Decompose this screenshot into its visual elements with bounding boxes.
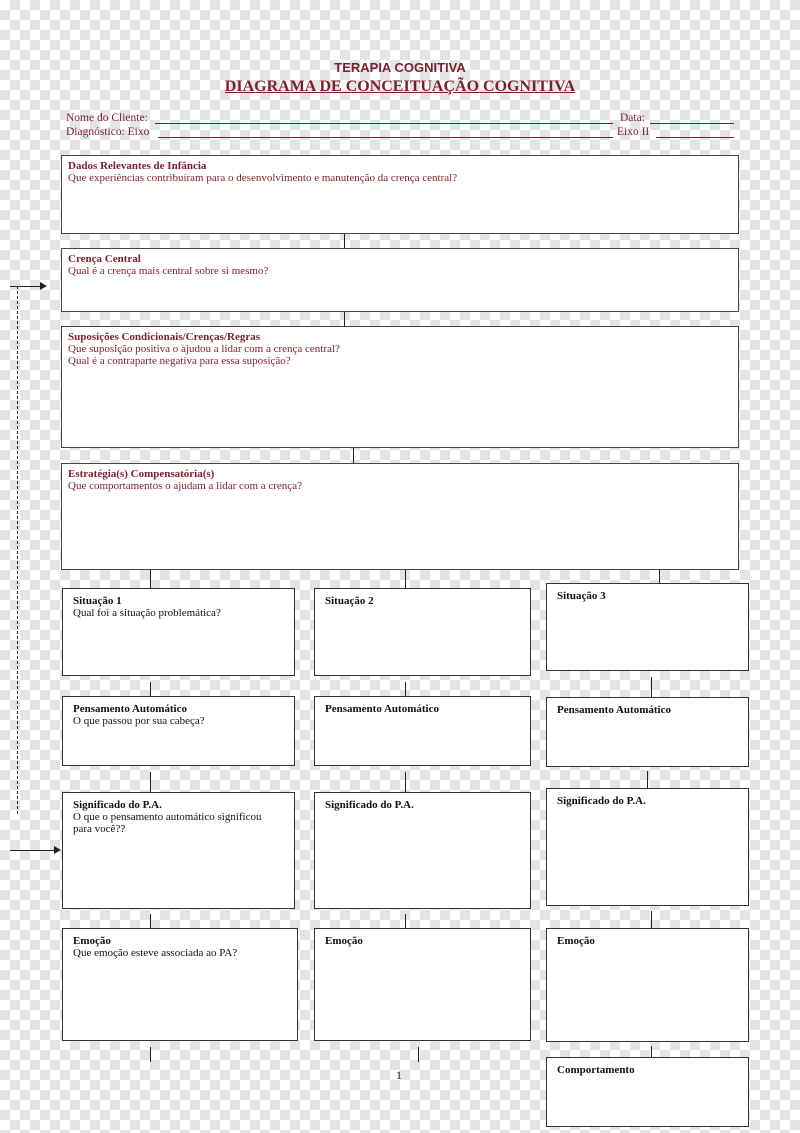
meaning-1-title: Significado do P.A. (73, 799, 162, 811)
emotion-3-box (546, 928, 749, 1042)
emotion-1-box (62, 928, 298, 1041)
arrow-shaft (10, 286, 40, 287)
connector-line (353, 448, 354, 463)
strategies-question: Que comportamentos o ajudam a lidar com a crença? (68, 480, 302, 492)
strategies-title: Estratégia(s) Compensatória(s) (68, 468, 215, 480)
strategies-box (61, 463, 739, 570)
page-subtitle: DIAGRAMA DE CONCEITUAÇÃO COGNITIVA (224, 78, 576, 95)
diagnosis-label: Diagnóstico: Eixo (66, 126, 150, 138)
thought-1-question: O que passou por sua cabeça? (73, 715, 205, 727)
emotion-2-title: Emoção (325, 935, 363, 947)
connector-line (150, 772, 151, 792)
core-belief-box (61, 248, 739, 312)
emotion-1-question: Que emoção esteve associada ao PA? (73, 947, 238, 959)
meaning-3-box (546, 788, 749, 906)
situation-2-box (314, 588, 531, 676)
meaning-2-box (314, 792, 531, 909)
connector-line (418, 1047, 419, 1062)
emotion-2-box (314, 928, 531, 1041)
axis2-line (656, 137, 734, 138)
connector-line (651, 911, 652, 928)
feedback-dashed-line (17, 286, 18, 814)
assumptions-title: Suposições Condicionais/Crenças/Regras (68, 331, 261, 343)
connector-line (405, 772, 406, 792)
meaning-1-question-1: O que o pensamento automático significou (73, 811, 262, 823)
emotion-3-title: Emoção (557, 935, 595, 947)
client-name-line (155, 123, 613, 124)
connector-line (405, 914, 406, 928)
page-title: TERAPIA COGNITIVA (334, 60, 466, 75)
connector-line (651, 1046, 652, 1057)
thought-3-title: Pensamento Automático (557, 704, 671, 716)
meaning-1-box (62, 792, 295, 909)
arrow-shaft (10, 850, 54, 851)
connector-line (647, 771, 648, 788)
thought-3-box (546, 697, 749, 767)
meaning-1-question-2: para você?? (73, 823, 126, 835)
assumptions-question-2: Qual é a contraparte negativa para essa suposição? (68, 355, 291, 367)
behavior-3-title: Comportamento (557, 1064, 635, 1076)
connector-line (651, 677, 652, 697)
core-belief-title: Crença Central (68, 253, 141, 265)
situation-3-title: Situação 3 (557, 590, 606, 602)
thought-2-box (314, 696, 531, 766)
connector-line (405, 570, 406, 588)
situation-1-box (62, 588, 295, 676)
connector-line (659, 570, 660, 584)
situation-1-title: Situação 1 (73, 595, 122, 607)
situation-3-box (546, 583, 749, 671)
connector-line (150, 570, 151, 588)
childhood-data-box (61, 155, 739, 234)
connector-line (344, 234, 345, 248)
situation-2-title: Situação 2 (325, 595, 374, 607)
date-line (650, 123, 734, 124)
situation-1-question: Qual foi a situação problemática? (73, 607, 221, 619)
thought-1-title: Pensamento Automático (73, 703, 187, 715)
date-label: Data: (620, 112, 645, 124)
connector-line (150, 682, 151, 696)
connector-line (150, 914, 151, 928)
assumptions-question-1: Que suposição positiva o ajudou a lidar com a crença central? (68, 343, 340, 355)
meaning-2-title: Significado do P.A. (325, 799, 414, 811)
arrow-right-icon (54, 846, 61, 854)
childhood-data-question: Que experiências contribuíram para o desenvolvimento e manutenção da crença central? (68, 172, 458, 184)
thought-1-box (62, 696, 295, 766)
connector-line (405, 682, 406, 696)
axis2-label: Eixo II (617, 126, 650, 138)
connector-line (150, 1047, 151, 1062)
connector-line (344, 312, 345, 326)
meaning-3-title: Significado do P.A. (557, 795, 646, 807)
assumptions-box (61, 326, 739, 448)
arrow-right-icon (40, 282, 47, 290)
page-number: 1 (396, 1068, 402, 1082)
behavior-3-box (546, 1057, 749, 1127)
diagnosis-line (158, 137, 613, 138)
emotion-1-title: Emoção (73, 935, 111, 947)
childhood-data-title: Dados Relevantes de Infância (68, 160, 207, 172)
client-name-label: Nome do Cliente: (66, 112, 148, 124)
thought-2-title: Pensamento Automático (325, 703, 439, 715)
core-belief-question: Qual é a crença mais central sobre si mesmo? (68, 265, 269, 277)
